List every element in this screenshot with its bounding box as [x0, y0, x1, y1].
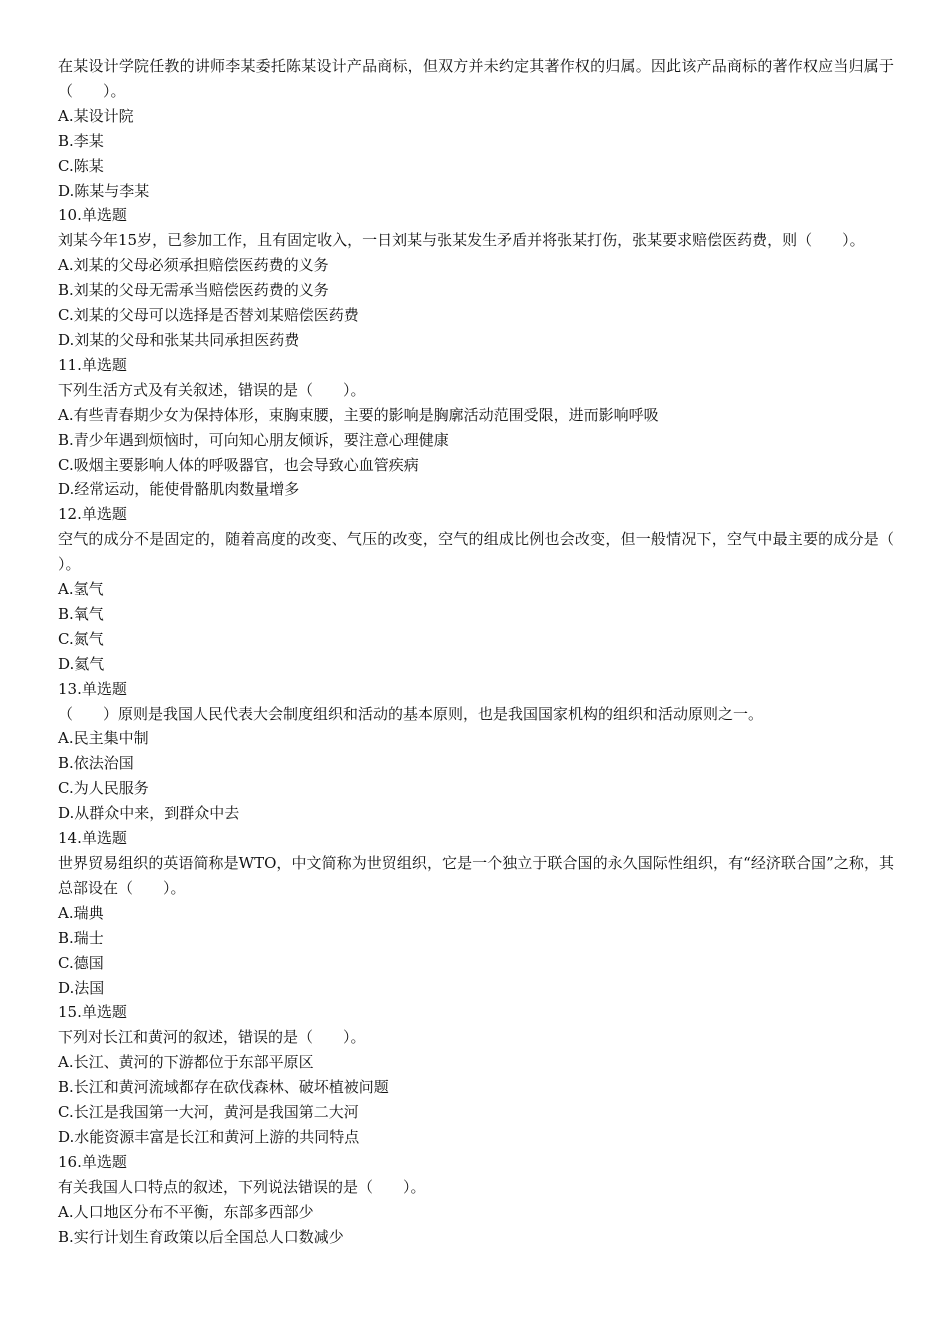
option-c: C.吸烟主要影响人体的呼吸器官，也会导致心血管疾病 — [58, 455, 419, 474]
option-c: C.德国 — [58, 953, 104, 972]
option-c: C.为人民服务 — [58, 779, 149, 798]
option-b: B.青少年遇到烦恼时，可向知心朋友倾诉，要注意心理健康 — [58, 430, 449, 449]
option-a: A.民主集中制 — [58, 729, 149, 748]
option-c: C.长江是我国第一大河，黄河是我国第二大河 — [58, 1103, 359, 1122]
option-a: A.长江、黄河的下游都位于东部平原区 — [58, 1053, 314, 1072]
question-16 — [58, 1150, 894, 1250]
question-stem: 刘某今年15岁，已参加工作，且有固定收入，一日刘某与张某发生矛盾并将张某打伤，张某要求赔偿医药费，则（ ）。 — [58, 231, 865, 250]
option-d: D.氦气 — [58, 654, 105, 673]
option-a: A.人口地区分布不平衡，东部多西部少 — [58, 1202, 314, 1221]
question-stem: 世界贸易组织的英语简称是WTO，中文简称为世贸组织，它是一个独立于联合国的永久国际性组织，有“经济联合国”之称，其总部设在（ ）。 — [58, 854, 894, 897]
question-14 — [58, 826, 894, 1000]
question-header: 16.单选题 — [58, 1152, 127, 1171]
option-d: D.法国 — [58, 978, 105, 997]
question-header: 11.单选题 — [58, 355, 127, 374]
question-header: 15.单选题 — [58, 1003, 127, 1022]
question-10 — [58, 203, 894, 352]
question-header: 14.单选题 — [58, 829, 127, 848]
question-12 — [58, 502, 925, 676]
question-document — [58, 54, 925, 1250]
question-header: 10.单选题 — [58, 206, 127, 225]
option-b: B.氧气 — [58, 604, 104, 623]
option-b: B.李某 — [58, 131, 104, 150]
question-stem: 下列生活方式及有关叙述，错误的是（ ）。 — [58, 380, 366, 399]
question-stem: 在某设计学院任教的讲师李某委托陈某设计产品商标，但双方并未约定其著作权的归属。因此该产品商标的著作权应当归属于（ ）。 — [58, 57, 894, 100]
option-a: A.氢气 — [58, 580, 104, 599]
option-d: D.经常运动，能使骨骼肌肉数量增多 — [58, 480, 300, 499]
question-15 — [58, 1000, 894, 1149]
option-a: A.有些青春期少女为保持体形，束胸束腰，主要的影响是胸廓活动范围受限，进而影响呼吸 — [58, 405, 659, 424]
option-c: C.陈某 — [58, 156, 104, 175]
option-d: D.刘某的父母和张某共同承担医药费 — [58, 330, 300, 349]
option-d: D.从群众中来，到群众中去 — [58, 804, 240, 823]
option-a: A.刘某的父母必须承担赔偿医药费的义务 — [58, 256, 329, 275]
question-9 — [58, 54, 894, 203]
option-b: B.实行计划生育政策以后全国总人口数减少 — [58, 1227, 344, 1246]
question-stem: 下列对长江和黄河的叙述，错误的是（ ）。 — [58, 1028, 366, 1047]
option-a: A.某设计院 — [58, 106, 134, 125]
question-11 — [58, 353, 894, 502]
question-header: 12.单选题 — [58, 505, 127, 524]
option-b: B.长江和黄河流域都存在砍伐森林、破坏植被问题 — [58, 1078, 389, 1097]
question-stem: 有关我国人口特点的叙述，下列说法错误的是（ ）。 — [58, 1177, 426, 1196]
option-d: D.水能资源丰富是长江和黄河上游的共同特点 — [58, 1127, 360, 1146]
option-a: A.瑞典 — [58, 903, 104, 922]
option-b: B.瑞士 — [58, 928, 104, 947]
option-d: D.陈某与李某 — [58, 181, 150, 200]
option-c: C.刘某的父母可以选择是否替刘某赔偿医药费 — [58, 306, 359, 325]
option-c: C.氮气 — [58, 629, 104, 648]
option-b: B.依法治国 — [58, 754, 134, 773]
option-b: B.刘某的父母无需承当赔偿医药费的义务 — [58, 281, 329, 300]
question-header: 13.单选题 — [58, 679, 127, 698]
question-stem: 空气的成分不是固定的，随着高度的改变、气压的改变，空气的组成比例也会改变，但一般情况下，空气中最主要的成分是（ ）。 — [58, 530, 925, 574]
question-13 — [58, 677, 894, 826]
question-stem: （ ）原则是我国人民代表大会制度组织和活动的基本原则，也是我国国家机构的组织和活动原则之一。 — [58, 704, 764, 723]
